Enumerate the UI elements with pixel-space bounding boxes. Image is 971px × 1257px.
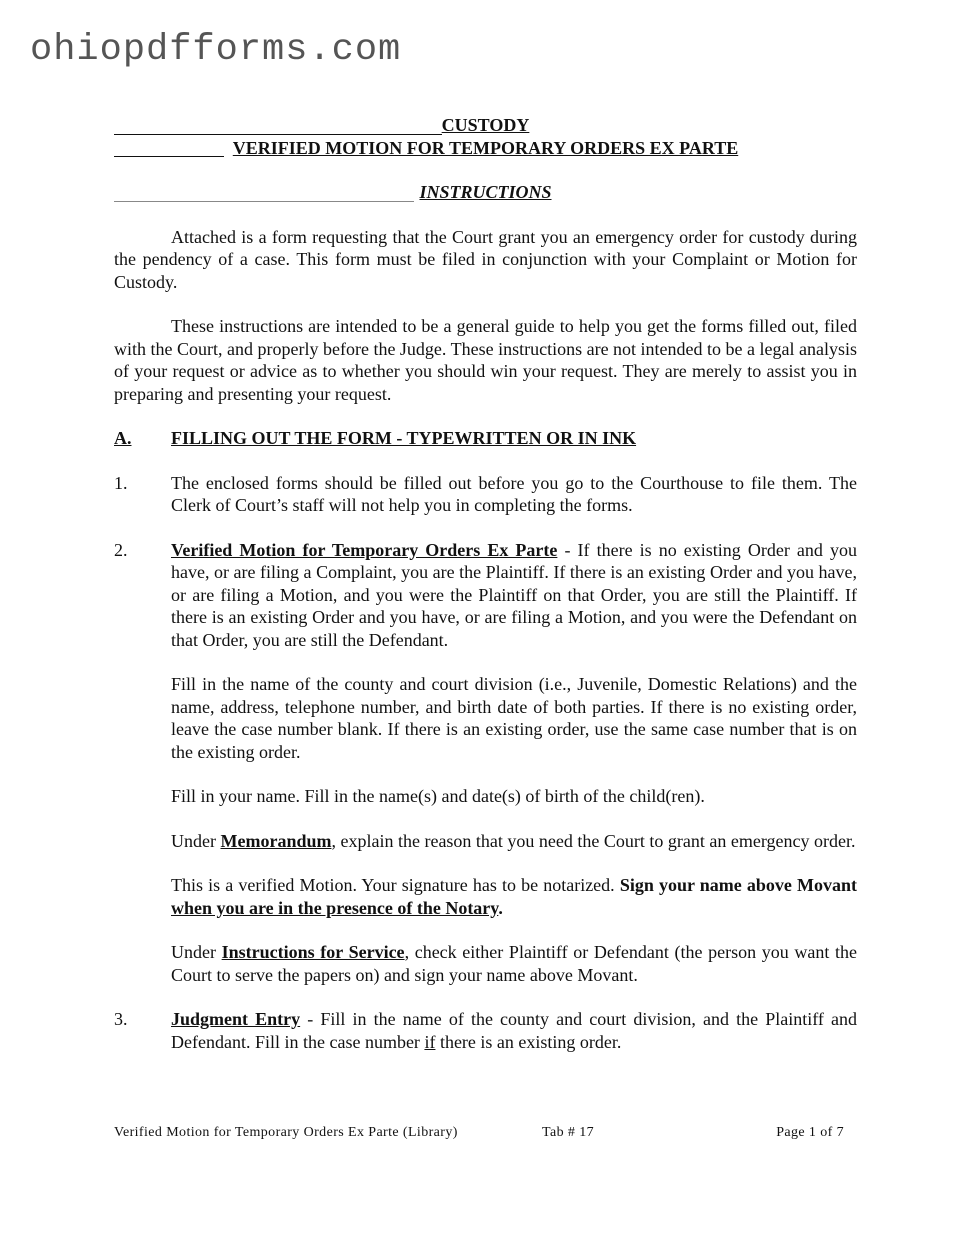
instructions-rule: [114, 201, 414, 202]
item-2-sub-5: [114, 941, 857, 986]
item-number: 2.: [114, 539, 128, 560]
sub-paragraph: Fill in the name of the county and court division (i.e., Juvenile, Domestic Relations) and the name, address, telephone number, and birth date of both parties. If there is no existing order, leave the case number blank. If there is an existing order, use the same case number that is on the existing order.: [171, 674, 857, 762]
sign-instruction: Sign your name above Movant: [619, 875, 857, 895]
title-custody: [114, 114, 857, 137]
section-title: FILLING OUT THE FORM - TYPEWRITTEN OR IN INK: [171, 428, 637, 448]
item-2-heading: Verified Motion for Temporary Orders Ex Parte: [171, 539, 558, 560]
item-3-text: Judgment Entry - Fill in the name of the county and court division, and the Plaintiff and Defendant. Fill in the case number if there is an existing order.: [171, 1009, 857, 1052]
item-3-heading: Judgment Entry: [171, 1009, 301, 1029]
instructions-heading: [114, 181, 857, 204]
footer-page-number: Page 1 of 7: [776, 1125, 844, 1140]
sub-paragraph: Under Instructions for Service, check either Plaintiff or Defendant (the person you want the Court to serve the papers on) and sign your name above Movant.: [171, 942, 857, 985]
sub-paragraph: Fill in your name. Fill in the name(s) and date(s) of birth of the child(ren).: [171, 786, 705, 806]
intro-paragraph-1: Attached is a form requesting that the Court grant you an emergency order for custody during the pendency of a case. This form must be filed in conjunction with your Complaint or Motion for Custody.: [114, 226, 857, 292]
item-2-sub-3: [114, 830, 857, 853]
intro-paragraph-2: These instructions are intended to be a general guide to help you get the forms filled out, filed with the Court, and properly before the Judge. These instructions are not intended to be a legal analysis of your request or advice as to whether you should win your request. They are merely to assist you in preparing and presenting your request.: [114, 316, 857, 404]
section-a-heading: [114, 427, 857, 450]
item-number: 3.: [114, 1009, 128, 1029]
document-page: [114, 114, 857, 1053]
title-verified-motion: [114, 137, 857, 160]
item-1-text: The enclosed forms should be filled out before you go to the Courthouse to file them. The Clerk of Court’s staff will not help you in completing the forms.: [171, 472, 857, 515]
item-2-body: - If there is no existing Order and you have, or are filing a Complaint, you are the Plaintiff. If there is an existing Order and you have, or are filing a Motion, and you were the Plaintiff on that Order, you are still the Plaintiff. If there is an existing Order and you have, or are filing a Motion, and you were the Defendant on that Order, you are still the Defendant.: [171, 539, 857, 650]
sub-paragraph: Under Memorandum, explain the reason that you need the Court to grant an emergency order.: [171, 830, 856, 851]
item-2-sub-1: [114, 673, 857, 763]
section-letter: A.: [114, 428, 132, 448]
list-item-1: [114, 472, 857, 517]
item-number: 1.: [114, 472, 128, 493]
instructions-heading-text: INSTRUCTIONS: [419, 182, 552, 202]
list-item-2: [114, 539, 857, 652]
title-verified-motion-text: VERIFIED MOTION FOR TEMPORARY ORDERS EX PARTE: [232, 137, 739, 158]
sub-paragraph: This is a verified Motion. Your signature has to be notarized. Sign your name above Movant when you are in the presence of the Notary.: [171, 875, 857, 918]
item-2-text: [171, 539, 857, 652]
title-custody-text: CUSTODY: [441, 115, 530, 135]
service-label: Instructions for Service: [221, 942, 405, 962]
item-2-sub-2: [114, 785, 857, 808]
title-rule: [114, 134, 454, 135]
footer-tab-number: Tab # 17: [542, 1125, 594, 1140]
notary-instruction: when you are in the presence of the Notary: [171, 897, 499, 918]
item-2-sub-4: [114, 874, 857, 919]
memorandum-label: Memorandum: [220, 830, 332, 851]
footer-document-name: Verified Motion for Temporary Orders Ex Parte (Library): [114, 1125, 458, 1140]
watermark-logo: ohiopdfforms.com: [30, 29, 402, 71]
title-rule: [114, 156, 224, 157]
list-item-3: [114, 1008, 857, 1053]
